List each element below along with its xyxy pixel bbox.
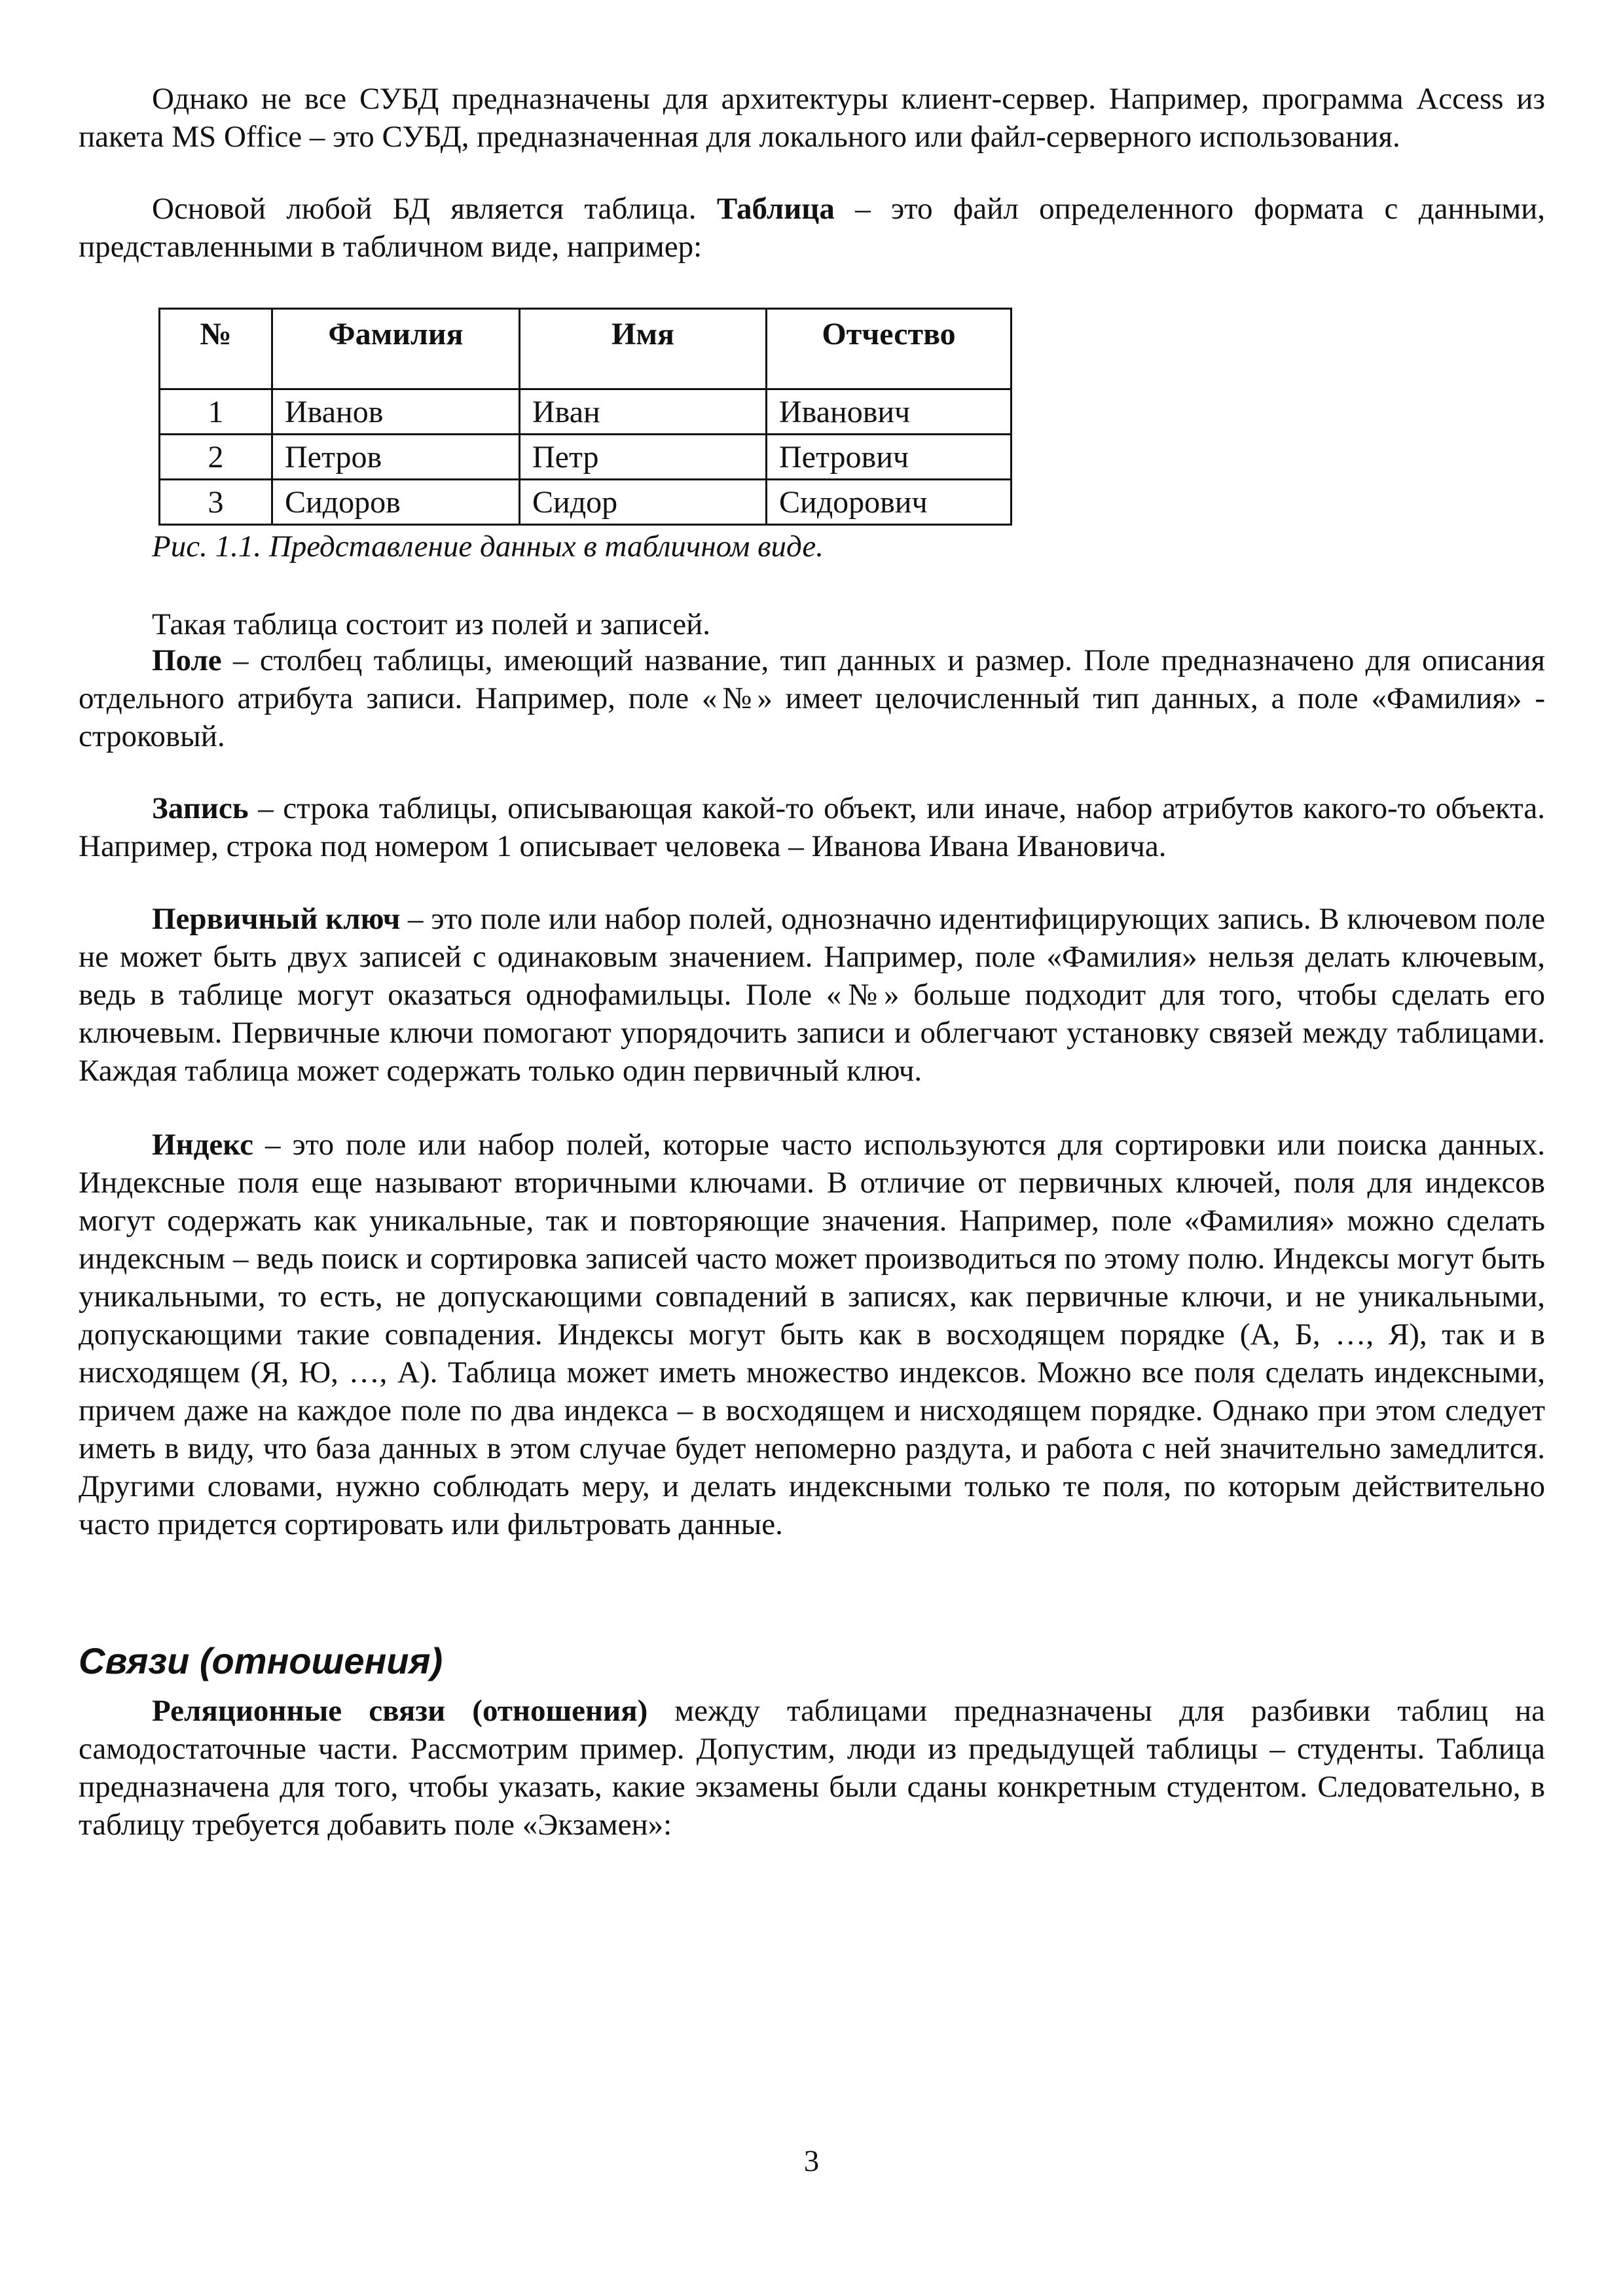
paragraph-index: Индекс – это поле или набор полей, которые часто используются для сортировки или поиска данных. Индексные поля еще называют вторичными ключами. В отличие от первичных ключей, поля для индексов могут содержать как уникальные, так и повторяющие значения. Например, поле «Фамилия» можно сделать индексным – ведь поиск и сортировка записей часто может производиться по этому полю. Индексы могут быть уникальными, то есть, не допускающими совпадений в записях, как первичные ключи, и не уникальными, допускающими такие совпадения. Индексы могут быть как в восходящем порядке (А, Б, …, Я), так и в нисходящем (Я, Ю, …, А). Таблица может иметь множество индексов. Можно все поля сделать индексными, причем даже на каждое поле по два индекса – в восходящем и нисходящем порядке. Однако при этом следует иметь в виду, что база данных в этом случае будет непомерно раздута, и работа с ней значительно замедлится. Другими словами, нужно соблюдать меру, и делать индексными только те поля, по которым действительно часто придется сортировать или фильтровать данные. xyxy=(79,1128,1545,1541)
paragraph-table-composition: Такая таблица состоит из полей и записей. xyxy=(152,607,711,641)
term-record: Запись xyxy=(152,791,249,825)
header-cell: Отчество xyxy=(767,309,1012,389)
term-relations: Реляционные связи (отношения) xyxy=(152,1694,648,1728)
term-table: Таблица xyxy=(716,192,835,226)
paragraph-table-definition: Основой любой БД является таблица. Таблица – это файл определенного формата с данными, представленными в табличном виде, например: xyxy=(79,192,1545,264)
table-cell: 2 xyxy=(160,435,272,480)
table-cell: Иванович xyxy=(767,389,1012,435)
paragraph-field: Поле – столбец таблицы, имеющий название, тип данных и размер. Поле предназначено для описания отдельного атрибута записи. Например, поле «№» имеет целочисленный тип данных, а поле «Фамилия» - строковый. xyxy=(79,643,1545,753)
table-row xyxy=(160,389,1012,435)
table-cell: Сидорович xyxy=(767,480,1012,525)
paragraph-record: Запись – строка таблицы, описывающая какой-то объект, или иначе, набор атрибутов какого-то объекта. Например, строка под номером 1 описывает человека – Иванова Ивана Ивановича. xyxy=(79,791,1545,863)
table-cell: Иван xyxy=(520,389,767,435)
table-cell: Петрович xyxy=(767,435,1012,480)
table-cell: Петр xyxy=(520,435,767,480)
table-cell: 3 xyxy=(160,480,272,525)
paragraph-access: Однако не все СУБД предназначены для архитектуры клиент-сервер. Например, программа Access из пакета MS Office – это СУБД, предназначенная для локального или файл-серверного использования. xyxy=(79,82,1545,154)
term-field: Поле xyxy=(152,643,222,677)
figure-caption: Рис. 1.1. Представление данных в табличном виде. xyxy=(152,529,824,564)
table-header-row xyxy=(160,309,1012,389)
table-cell: Иванов xyxy=(272,389,520,435)
header-cell: Фамилия xyxy=(272,309,520,389)
paragraph-primary-key: Первичный ключ – это поле или набор полей, однозначно идентифицирующих запись. В ключевом поле не может быть двух записей с одинаковым значением. Например, поле «Фамилия» нельзя делать ключевым, ведь в таблице могут оказаться однофамильцы. Поле «№» больше подходит для того, чтобы сделать его ключевым. Первичные ключи помогают упорядочить записи и облегчают установку связей между таблицами. Каждая таблица может содержать только один первичный ключ. xyxy=(79,902,1545,1088)
page-number: 3 xyxy=(803,2144,820,2178)
paragraph-relations: Реляционные связи (отношения) между таблицами предназначены для разбивки таблиц на самодостаточные части. Рассмотрим пример. Допустим, люди из предыдущей таблицы – студенты. Таблица предназначена для того, чтобы указать, какие экзамены были сданы конкретным студентом. Следовательно, в таблицу требуется добавить поле «Экзамен»: xyxy=(79,1694,1545,1842)
table-cell: Сидор xyxy=(520,480,767,525)
table-row xyxy=(160,480,1012,525)
table-cell: Петров xyxy=(272,435,520,480)
example-table xyxy=(158,308,1012,526)
header-cell: Имя xyxy=(520,309,767,389)
table-row xyxy=(160,435,1012,480)
section-heading: Связи (отношения) xyxy=(79,1640,443,1681)
table-cell: 1 xyxy=(160,389,272,435)
term-primary-key: Первичный ключ xyxy=(152,902,401,936)
term-index: Индекс xyxy=(152,1128,254,1162)
table-cell: Сидоров xyxy=(272,480,520,525)
header-cell: № xyxy=(160,309,272,389)
